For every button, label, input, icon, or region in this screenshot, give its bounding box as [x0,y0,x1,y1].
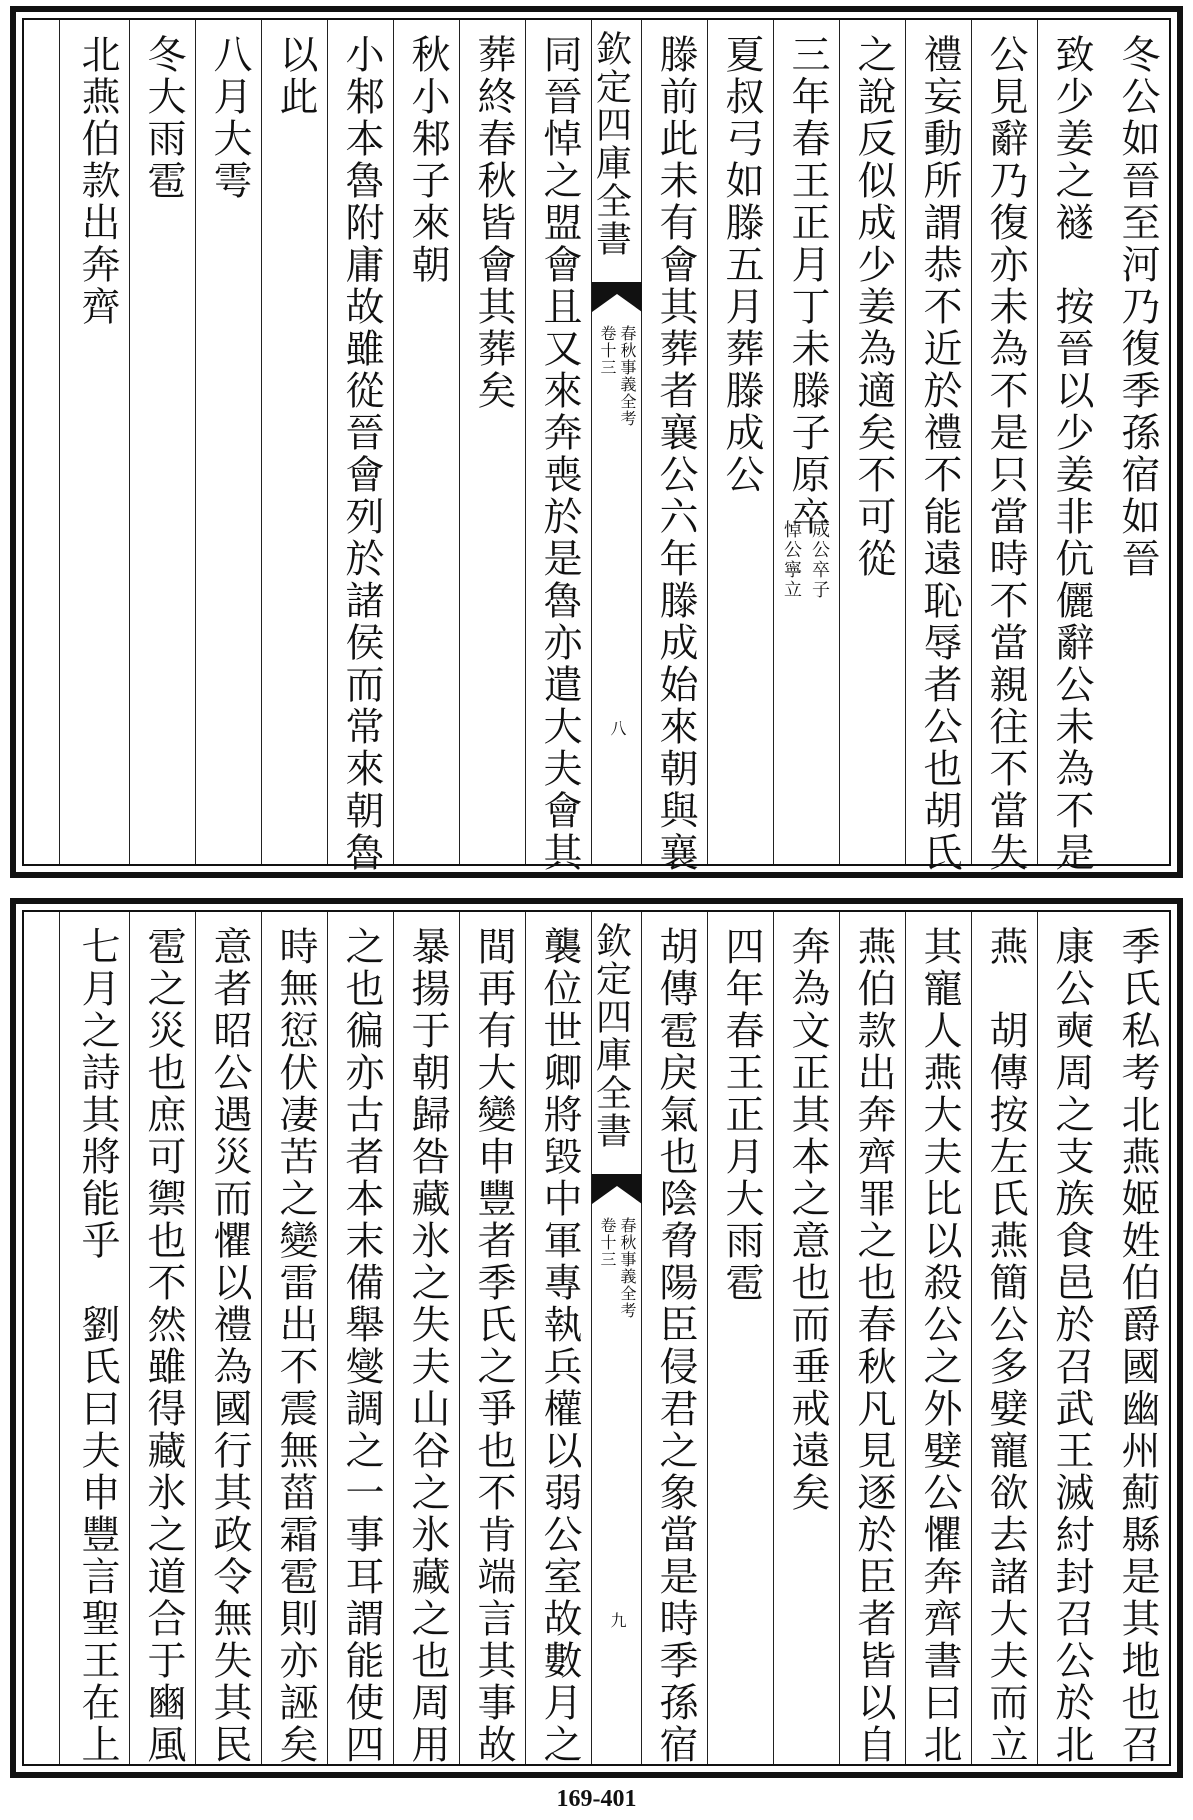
text-column [459,912,525,1764]
column-text: 其寵人燕大夫比以殺公之外嬖公懼奔齊書曰北 [917,926,962,1766]
top-page-frame [22,18,1171,874]
annotation-note: 悼公寧立 [781,520,802,600]
text-column [129,912,195,1764]
column-text: 冬大雨雹 [141,34,186,202]
text-column [327,20,393,874]
text-column [905,912,971,1764]
text-column [971,20,1037,874]
book-name: 春秋事義全考 [618,1217,637,1319]
page-number: 169-401 [556,1786,637,1812]
volume-number: 卷十三 [598,325,617,376]
text-column [1103,20,1169,864]
column-text: 間再有大變申豐者季氏之爭也不肯端言其事故 [471,926,516,1766]
text-column [773,912,839,1764]
column-text: 之也徧亦古者本末備舉燮調之一事耳謂能使四 [339,926,384,1766]
center-fold [591,20,641,864]
text-column [1103,912,1169,1764]
column-text: 禮妄動所謂恭不近於禮不能遠恥辱者公也胡氏 [917,34,962,874]
text-column [59,912,129,1764]
column-text: 之說反似成少姜為適矣不可從 [851,34,896,580]
text-column [195,20,261,864]
book-series-title: 欽定四庫全書 [590,30,632,258]
text-column [839,20,905,864]
text-column [773,20,839,864]
column-text: 時無愆伏凄苦之變雷出不震無菑霜雹則亦誣矣 [273,926,318,1766]
book-name: 春秋事義全考 [618,325,637,427]
text-column [327,912,393,1764]
column-text: 八月大雩 [207,34,252,202]
book-series-title: 欽定四庫全書 [590,922,632,1150]
leaf-number: 八 [608,720,627,737]
column-text: 小邾本魯附庸故雖從晉會列於諸侯而常來朝魯 [339,34,384,874]
text-column [261,20,327,864]
text-column [905,20,971,874]
text-column [641,20,707,874]
column-text: 四年春王正月大雨雹 [719,926,764,1304]
column-text: 公見辭乃復亦未為不是只當時不當親往不當失 [983,34,1028,874]
column-text: 以此 [273,34,318,118]
text-column [971,912,1037,1764]
bottom-page-frame [22,910,1171,1766]
text-column [393,20,459,864]
column-text: 康公奭周之支族食邑於召武王滅紂封召公於北 [1049,926,1094,1766]
column-text: 襲位世卿將毀中軍專執兵權以弱公室故數月之 [537,926,582,1766]
text-column [707,912,773,1764]
column-text: 燕伯款出奔齊罪之也春秋凡見逐於臣者皆以自 [851,926,896,1766]
column-text: 七月之詩其將能乎 劉氏曰夫申豐言聖王在上 [75,926,120,1766]
column-text: 季氏私考北燕姬姓伯爵國幽州薊縣是其地也召 [1115,926,1160,1766]
text-column [1037,20,1103,874]
text-column [393,912,459,1764]
leaf-number: 九 [608,1612,627,1629]
top-columns [24,20,1169,874]
column-text: 奔為文正其本之意也而垂戒遠矣 [785,926,830,1514]
column-text: 葬終春秋皆會其葬矣 [471,34,516,412]
column-text: 致少姜之襚 按晉以少姜非伉儷辭公未為不是 [1049,34,1094,874]
column-text: 雹之災也庶可禦也不然雖得藏氷之道合于豳風 [141,926,186,1766]
bottom-page [10,898,1183,1778]
annotation-note: 成公卒子 [809,520,830,600]
text-column [707,20,773,864]
bottom-columns [24,912,1169,1764]
column-text: 滕前此未有會其葬者襄公六年滕成始來朝與襄 [653,34,698,874]
column-text: 暴揚于朝歸咎藏氷之失夫山谷之氷藏之也周用 [405,926,450,1766]
column-text: 秋小邾子來朝 [405,34,450,286]
fishtail-mark-icon [592,282,642,312]
column-text: 夏叔弓如滕五月葬滕成公 [719,34,764,496]
column-text: 意者昭公遇災而懼以禮為國行其政令無失其民 [207,926,252,1766]
text-column [525,20,591,874]
column-text: 三年春王正月丁未滕子原卒 [785,34,830,538]
text-column [261,912,327,1764]
volume-number: 卷十三 [598,1217,617,1268]
text-column [839,912,905,1764]
text-column [641,912,707,1764]
top-page [10,6,1183,878]
center-fold [591,912,641,1764]
text-column [59,20,129,864]
fishtail-mark-icon [592,1174,642,1204]
text-column [195,912,261,1764]
text-column [1037,912,1103,1764]
text-column [129,20,195,864]
column-text: 北燕伯款出奔齊 [75,34,120,328]
column-text: 同晉悼之盟會且又來奔喪於是魯亦遣大夫會其 [537,34,582,874]
text-column [459,20,525,864]
column-text: 胡傳雹戾氣也陰脅陽臣侵君之象當是時季孫宿 [653,926,698,1766]
column-text: 燕 胡傳按左氏燕簡公多嬖寵欲去諸大夫而立 [983,926,1028,1766]
text-column [525,912,591,1764]
column-text: 冬公如晉至河乃復季孫宿如晉 [1115,34,1160,580]
